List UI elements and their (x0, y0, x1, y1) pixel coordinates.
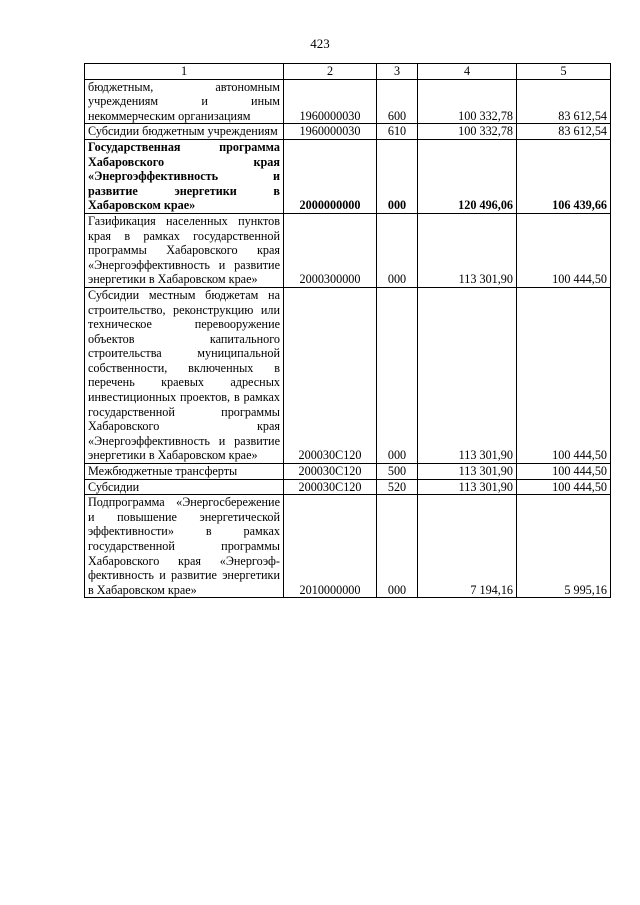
row-kind: 600 (377, 79, 418, 124)
row-code: 200030С120 (284, 287, 377, 463)
row-value-1: 113 301,90 (418, 287, 517, 463)
row-value-1: 100 332,78 (418, 79, 517, 124)
table-header-row (85, 64, 611, 80)
table-row (85, 79, 611, 124)
table-row (85, 124, 611, 140)
table-row (85, 464, 611, 480)
row-kind: 520 (377, 479, 418, 495)
row-name: бюджетным, автономным учреждениям и иным некоммерческим организациям (85, 79, 284, 124)
row-kind: 000 (377, 213, 418, 287)
row-name: Межбюджетные трансферты (85, 464, 284, 480)
row-value-1: 113 301,90 (418, 464, 517, 480)
row-code: 1960000030 (284, 124, 377, 140)
row-kind: 000 (377, 287, 418, 463)
row-value-1: 120 496,06 (418, 139, 517, 213)
row-code: 200030С120 (284, 464, 377, 480)
row-kind: 500 (377, 464, 418, 480)
column-header: 1 (85, 64, 284, 80)
table-row (85, 287, 611, 463)
column-header: 4 (418, 64, 517, 80)
row-name: Субсидии (85, 479, 284, 495)
row-value-2: 5 995,16 (517, 495, 611, 598)
row-value-2: 100 444,50 (517, 479, 611, 495)
table-row (85, 479, 611, 495)
budget-table (84, 63, 611, 598)
row-code: 2000300000 (284, 213, 377, 287)
row-value-2: 83 612,54 (517, 79, 611, 124)
row-code: 200030С120 (284, 479, 377, 495)
row-kind: 000 (377, 495, 418, 598)
row-value-1: 7 194,16 (418, 495, 517, 598)
row-name: Государственная программа Хабаровского края «Энергоэффективность и развитие энергетики в Хабаровском крае» (85, 139, 284, 213)
row-value-1: 100 332,78 (418, 124, 517, 140)
row-value-2: 100 444,50 (517, 464, 611, 480)
row-name: Субсидии бюджетным учреждениям (85, 124, 284, 140)
row-value-1: 113 301,90 (418, 213, 517, 287)
row-kind: 000 (377, 139, 418, 213)
table-row (85, 139, 611, 213)
row-name: Газификация населенных пунктов края в рамках государственной программы Хабаровского края «Энергоэффективность и развитие энергетики в Хабаровском крае» (85, 213, 284, 287)
row-value-2: 100 444,50 (517, 287, 611, 463)
row-value-2: 106 439,66 (517, 139, 611, 213)
table-row (85, 495, 611, 598)
column-header: 3 (377, 64, 418, 80)
column-header: 5 (517, 64, 611, 80)
row-code: 2010000000 (284, 495, 377, 598)
row-value-2: 100 444,50 (517, 213, 611, 287)
page-number: 423 (310, 36, 330, 51)
table-row (85, 213, 611, 287)
row-value-2: 83 612,54 (517, 124, 611, 140)
row-code: 2000000000 (284, 139, 377, 213)
row-value-1: 113 301,90 (418, 479, 517, 495)
row-name: Подпрограмма «Энергосбережение и повышение энергетической эффективности» в рамках государственной программы Хабаровского края «Энергоэф-фективность и развитие энергетики в Хабаровском крае» (85, 495, 284, 598)
row-name: Субсидии местным бюджетам на строительство, реконструкцию или техническое перевооружение объектов капитального строительства муниципальной собственности, включенных в перечень краевых адресных инвестиционных проектов, в рамках государственной программы Хабаровского края «Энергоэффективность и развитие энергетики в Хабаровском крае» (85, 287, 284, 463)
row-kind: 610 (377, 124, 418, 140)
row-code: 1960000030 (284, 79, 377, 124)
column-header: 2 (284, 64, 377, 80)
